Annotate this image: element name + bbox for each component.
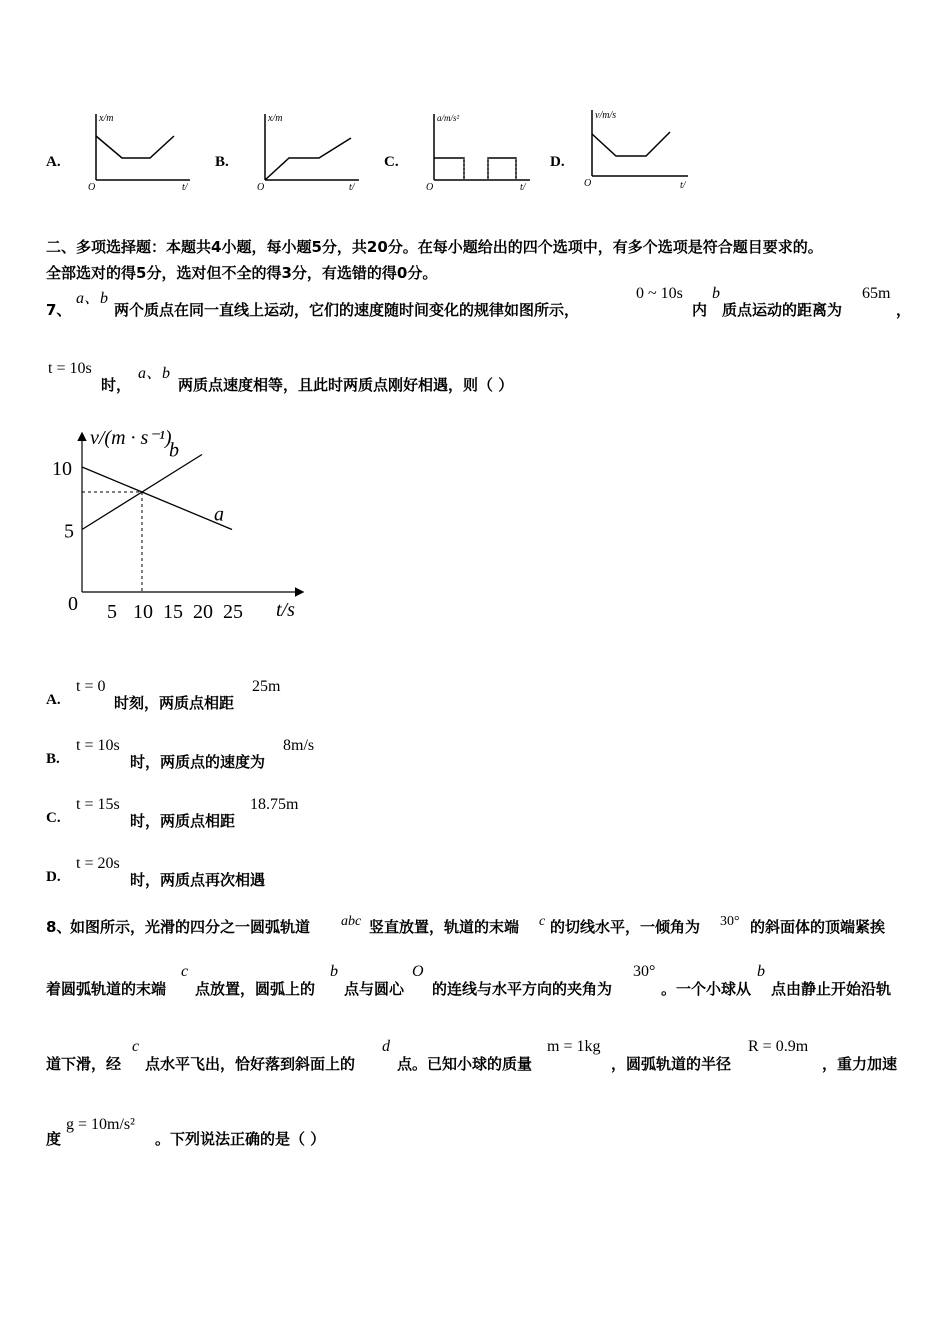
q8-number: 8、 <box>46 918 72 936</box>
y-tick-10: 10 <box>52 458 72 480</box>
series-a-line <box>82 467 232 530</box>
q7-option-b-letter: B. <box>46 751 60 767</box>
q8-text-3c: 点。已知小球的质量 <box>397 1055 533 1073</box>
q8-text-2d: 的连线与水平方向的夹角为 <box>432 980 613 998</box>
q8-mass: m = 1kg <box>547 1038 601 1055</box>
series-b-label: b <box>169 439 179 462</box>
option-b-xlabel: t/ <box>349 182 355 193</box>
x-tick-5: 5 <box>107 601 117 623</box>
q8-gravity: g = 10m/s² <box>66 1116 135 1133</box>
q8-O: O <box>412 963 424 980</box>
q7-option-c-value: 18.75m <box>250 796 299 813</box>
q7-comma: ， <box>896 301 912 319</box>
option-b-graph <box>253 108 363 193</box>
vt-chart <box>40 420 320 635</box>
x-tick-20: 20 <box>193 601 213 623</box>
q8-text-3e: ，重力加速 <box>822 1055 898 1073</box>
section2-line2: 全部选对的得5分，选对但不全的得3分，有选错的得0分。 <box>46 264 438 282</box>
q8-text-3b: 点水平飞出，恰好落到斜面上的 <box>145 1055 356 1073</box>
q7-text4: 时， <box>101 376 132 394</box>
q7-option-c-letter: C. <box>46 810 61 826</box>
option-d-ylabel: v/m/s <box>595 110 617 121</box>
q7-option-a-value: 25m <box>252 678 281 695</box>
q8-c2: c <box>181 963 189 980</box>
q7-option-b-value: 8m/s <box>283 737 315 754</box>
x-tick-10: 10 <box>133 601 153 623</box>
q8-angle2: 30° <box>633 963 656 980</box>
q8-c1: c <box>539 914 546 929</box>
q8-text-2a: 着圆弧轨道的末端 <box>46 980 167 998</box>
q7-option-a-expr: t = 0 <box>76 678 106 695</box>
q8-abc: abc <box>341 914 362 929</box>
q8-c3: c <box>132 1038 140 1055</box>
q7-option-b-expr: t = 10s <box>76 737 120 754</box>
q7-text5: 两质点速度相等，且此时两质点刚好相遇，则（ ） <box>178 376 514 394</box>
series-a-label: a <box>214 503 224 526</box>
q8-text-4a: 度 <box>46 1130 62 1148</box>
chart-ylabel: v/(m · s⁻¹) <box>90 427 172 449</box>
q7-ab2: a、b <box>138 365 171 382</box>
q7-distance: 65m <box>862 285 891 302</box>
q8-text-1b: 竖直放置，轨道的末端 <box>369 918 520 936</box>
chart-origin: 0 <box>68 593 78 615</box>
q7-option-a-letter: A. <box>46 692 61 708</box>
option-c-ylabel: a/m/s² <box>437 113 460 123</box>
q8-text-2c: 点与圆心 <box>344 980 405 998</box>
q8-text-3d: ，圆弧轨道的半径 <box>611 1055 732 1073</box>
q7-option-d-letter: D. <box>46 869 61 885</box>
option-c-letter: C. <box>384 154 399 170</box>
q7-range: 0 ~ 10s <box>636 285 683 302</box>
x-tick-15: 15 <box>163 601 183 623</box>
q8-text-1d: 的斜面体的顶端紧挨 <box>750 918 886 936</box>
q7-condition: t = 10s <box>48 360 92 377</box>
option-a-graph <box>84 108 194 193</box>
option-b-origin: O <box>257 182 265 193</box>
q7-b: b <box>712 285 720 302</box>
option-a-xlabel: t/ <box>182 182 188 193</box>
q7-option-d-expr: t = 20s <box>76 855 120 872</box>
y-tick-5: 5 <box>64 520 74 543</box>
q8-text-1c: 的切线水平，一倾角为 <box>550 918 701 936</box>
q8-text-3a: 道下滑，经 <box>46 1055 122 1073</box>
option-d-xlabel: t/ <box>680 180 686 191</box>
q7-text3: 质点运动的距离为 <box>722 301 843 319</box>
option-d-letter: D. <box>550 154 565 170</box>
q7-ab: a、b <box>76 290 109 307</box>
q8-radius: R = 0.9m <box>748 1038 809 1055</box>
option-b-ylabel: x/m <box>268 113 283 124</box>
chart-xlabel: t/s <box>276 599 295 621</box>
q8-text-4b: 。下列说法正确的是（ ） <box>155 1130 326 1148</box>
q8-angle1: 30° <box>720 914 740 929</box>
q8-text-2f: 点由静止开始沿轨 <box>771 980 892 998</box>
q7-option-b-text: 时，两质点的速度为 <box>130 753 266 771</box>
option-c-origin: O <box>426 182 434 193</box>
q7-text1: 两个质点在同一直线上运动，它们的速度随时间变化的规律如图所示， <box>114 301 580 319</box>
option-c-graph <box>422 108 537 193</box>
q7-text2: 内 <box>692 301 708 319</box>
option-d-graph <box>580 104 695 194</box>
q7-option-c-text: 时，两质点相距 <box>130 812 236 830</box>
option-b-letter: B. <box>215 154 229 170</box>
option-d-origin: O <box>584 178 592 189</box>
option-a-ylabel: x/m <box>99 113 114 124</box>
q8-text-2e: 。一个小球从 <box>661 980 752 998</box>
q8-d: d <box>382 1038 390 1055</box>
q8-text-2b: 点放置，圆弧上的 <box>195 980 316 998</box>
q8-b1: b <box>330 963 338 980</box>
option-a-letter: A. <box>46 154 61 170</box>
q8-b2: b <box>757 963 765 980</box>
q8-text-1a: 如图所示，光滑的四分之一圆弧轨道 <box>70 918 311 936</box>
option-c-xlabel: t/ <box>520 182 526 193</box>
q7-option-a-text: 时刻，两质点相距 <box>114 694 235 712</box>
q7-option-c-expr: t = 15s <box>76 796 120 813</box>
option-a-origin: O <box>88 182 96 193</box>
section2-line1: 二、多项选择题：本题共4小题，每小题5分，共20分。在每小题给出的四个选项中，有多个选项是符合题目要求的。 <box>46 238 823 256</box>
q7-option-d-text: 时，两质点再次相遇 <box>130 871 266 889</box>
q7-number: 7、 <box>46 301 72 319</box>
x-tick-25: 25 <box>223 601 243 623</box>
